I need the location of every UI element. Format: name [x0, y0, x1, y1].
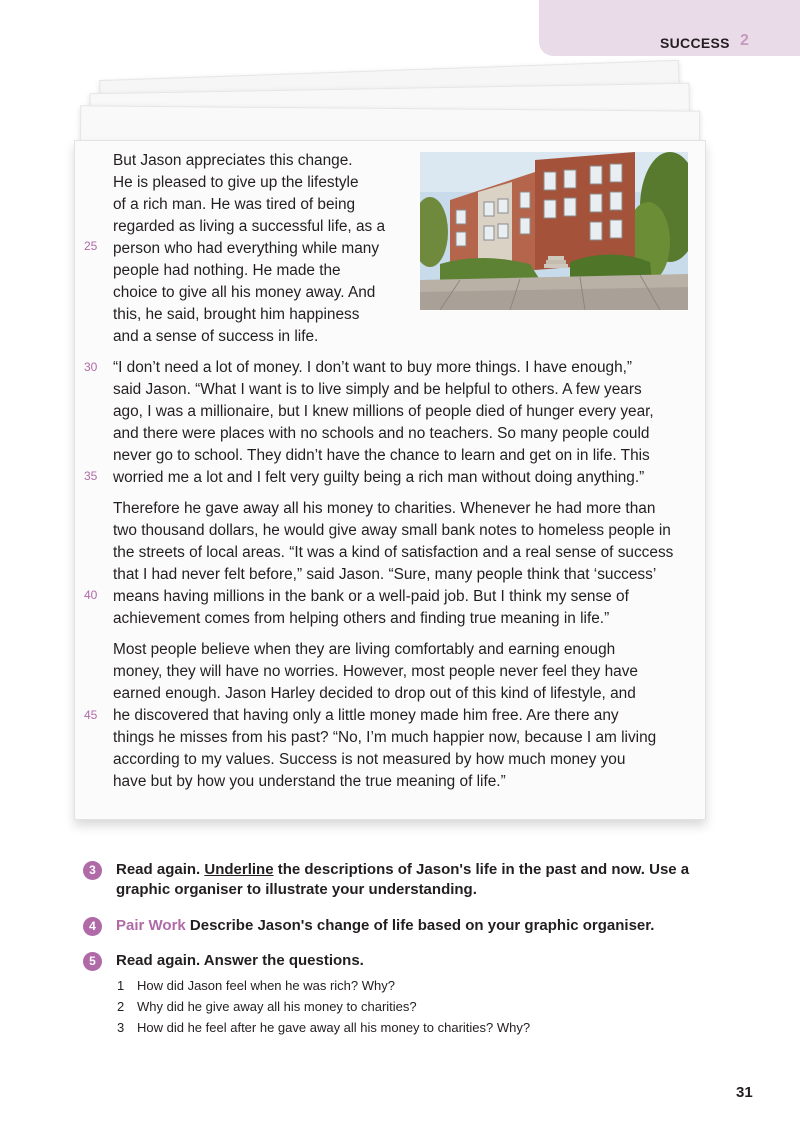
passage-line: money, they will have no worries. However, most people never feel they have: [113, 663, 638, 680]
passage-line: But Jason appreciates this change.: [113, 152, 353, 169]
passage-line: and a sense of success in life.: [113, 328, 319, 345]
passage-line: Therefore he gave away all his money to charities. Whenever he had more than: [113, 500, 656, 517]
passage-line: Most people believe when they are living comfortably and earning enough: [113, 641, 616, 658]
paragraph: [113, 498, 693, 630]
question-item: [117, 1017, 530, 1038]
paragraph: [113, 639, 693, 793]
passage-line: things he misses from his past? “No, I’m much happier now, because I am living: [113, 729, 657, 746]
task-instruction: [116, 860, 723, 880]
underline-keyword: Underline: [204, 861, 274, 878]
task-5: [83, 951, 723, 971]
passage-line: regarded as living a successful life, as a: [113, 218, 386, 235]
task-rest: the descriptions of Jason's life in the past and now. Use a: [273, 861, 690, 878]
unit-title: SUCCESS: [660, 35, 730, 51]
task-number-badge: 5: [83, 952, 102, 971]
task-3: [83, 860, 723, 900]
passage-line: this, he said, brought him happiness: [113, 306, 360, 323]
question-list: [117, 975, 530, 1038]
passage-line: according to my values. Success is not measured by how much money you: [113, 751, 626, 768]
question-number: 2: [117, 999, 125, 1014]
question-item: [117, 975, 530, 996]
line-number: 35: [84, 469, 98, 483]
passage-line: of a rich man. He was tired of being: [113, 196, 356, 213]
passage-line: never go to school. They didn’t have the chance to learn and get on in life. This: [113, 447, 650, 464]
passage-line: “I don’t need a lot of money. I don’t want to buy more things. I have enough,”: [113, 359, 633, 376]
task-instruction-line2: graphic organiser to illustrate your understanding.: [116, 881, 477, 898]
task-instruction: Read again. Answer the questions.: [116, 952, 364, 969]
passage-line: ago, I was a millionaire, but I knew millions of people died of hunger every year,: [113, 403, 654, 420]
question-number: 3: [117, 1020, 125, 1035]
question-text: How did Jason feel when he was rich? Why?: [137, 978, 395, 993]
passage-line: choice to give all his money away. And: [113, 284, 376, 301]
passage-line: person who had everything while many: [113, 240, 380, 257]
passage-line: he discovered that having only a little money made him free. Are there any: [113, 707, 619, 724]
passage-line: and there were places with no schools and no teachers. So many people could: [113, 425, 650, 442]
task-number-badge: 4: [83, 917, 102, 936]
question-item: [117, 996, 530, 1017]
task-rest: Describe Jason's change of life based on your graphic organiser.: [185, 917, 655, 934]
passage-line: people had nothing. He made the: [113, 262, 341, 279]
question-text: How did he feel after he gave away all his money to charities? Why?: [137, 1020, 531, 1035]
line-number: 25: [84, 239, 98, 253]
task-4: [83, 916, 723, 936]
reading-passage: [113, 150, 693, 802]
passage-line: have but by how you understand the true meaning of life.”: [113, 773, 506, 790]
unit-number: 2: [740, 32, 749, 49]
passage-line: He is pleased to give up the lifestyle: [113, 174, 359, 191]
passage-line: two thousand dollars, he would give away small bank notes to homeless people in: [113, 522, 671, 539]
line-number: 30: [84, 360, 98, 374]
question-text: Why did he give away all his money to charities?: [137, 999, 417, 1014]
passage-line: worried me a lot and I felt very guilty being a rich man without doing anything.”: [113, 469, 645, 486]
passage-line: achievement comes from helping others and finding true meaning in life.”: [113, 610, 610, 627]
line-number: 45: [84, 708, 98, 722]
pair-work-label: Pair Work: [116, 917, 186, 934]
paragraph: [113, 150, 413, 348]
passage-line: earned enough. Jason Harley decided to drop out of this kind of lifestyle, and: [113, 685, 636, 702]
task-instruction: [116, 916, 723, 936]
passage-line: said Jason. “What I want is to live simply and be helpful to others. A few years: [113, 381, 642, 398]
page-number: 31: [736, 1084, 753, 1101]
line-number: 40: [84, 588, 98, 602]
task-number-badge: 3: [83, 861, 102, 880]
task-prefix: Read again.: [116, 861, 205, 878]
passage-line: the streets of local areas. “It was a kind of satisfaction and a real sense of success: [113, 544, 674, 561]
passage-line: means having millions in the bank or a well-paid job. But I think my sense of: [113, 588, 629, 605]
passage-line: that I had never felt before,” said Jason. “Sure, many people think that ‘success’: [113, 566, 657, 583]
question-number: 1: [117, 978, 125, 993]
paragraph: [113, 357, 693, 489]
